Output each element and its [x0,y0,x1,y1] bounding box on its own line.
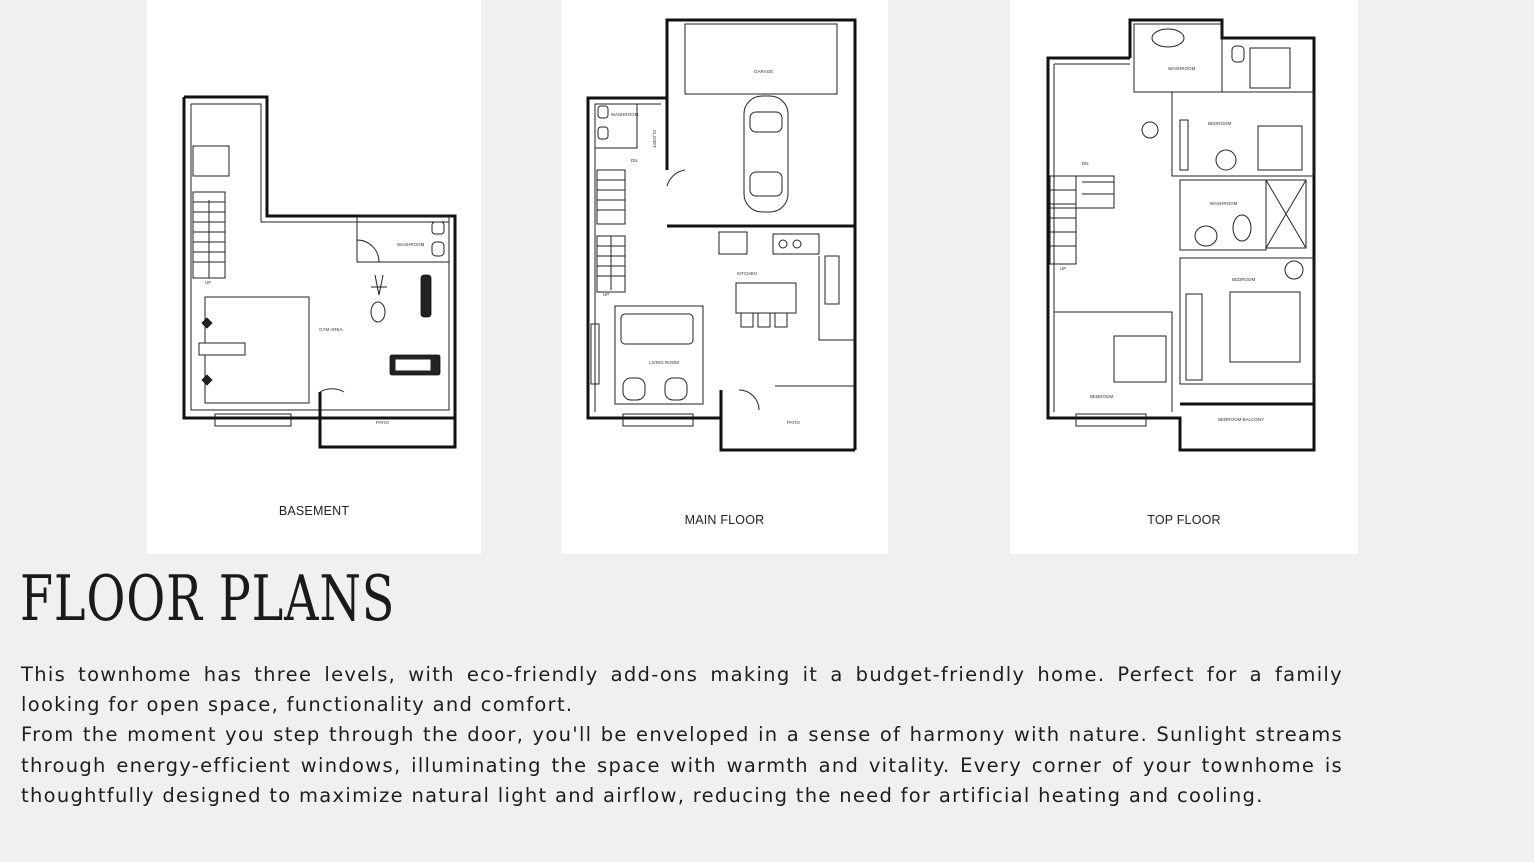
bed-icon-3 [1230,292,1300,362]
bed-icon [1250,48,1290,88]
cooktop-icon [773,234,819,254]
main-floor-caption: MAIN FLOOR [684,513,765,527]
description-paragraph-2: From the moment you step through the door, you'll be enveloped in a sense of harmony with nature. Sunlight streams through energy-efficient windows, illuminating the space with warmth and vitality. Every corner of your townhome is thoughtfully designed to maximize natural light and airflow, reducing the need for artificial heating and cooling. [21,723,1343,807]
basement-patio-label: PATIO [376,420,389,425]
bathtub-icon [1152,29,1184,47]
treadmill-icon [390,355,440,375]
basement-up-label: UP [205,280,212,285]
main-floor-plan [561,0,888,554]
weight-machine-icon [371,275,387,322]
description [21,660,1343,811]
basement-floor-plan [147,0,481,554]
main-garage-label: GARAGE [754,69,774,74]
description-paragraph-1: This townhome has three levels, with eco-friendly add-ons making it a budget-friendly home. Perfect for a family looking for open space, functionality and comfort. [21,663,1343,717]
sink-icon [825,256,839,304]
armchair-icon [623,378,645,400]
top-bedroom1-label: BEDROOM [1208,121,1232,126]
elliptical-machine-icon [421,275,431,317]
bed-icon-4 [1114,336,1166,382]
toilet-icon [1232,46,1244,62]
basement-stairs [193,200,225,278]
sofa-icon [621,314,693,344]
top-up-label: UP [1060,266,1067,271]
top-floor-caption: TOP FLOOR [1147,513,1221,527]
top-dn-label: DN [1082,161,1089,166]
bed-icon-2 [1258,126,1302,170]
main-living-label: LIVING ROOM [649,360,680,365]
top-floor-plan [1010,0,1358,554]
top-floor-plan-panel [1010,0,1358,554]
main-patio-label: PATIO [787,420,800,425]
toilet-icon-2 [1233,215,1251,241]
top-balcony-label: BEDROOM BALCONY [1218,417,1265,422]
top-bedroom2-label: BEDROOM [1232,277,1256,282]
main-closet-label: CLOSET [652,130,657,149]
basement-washroom-label: WASHROOM [397,242,425,247]
main-kitchen-label: KITCHEN [737,271,757,276]
kitchen-island [736,283,796,313]
main-dn-label: DN [631,158,638,163]
basement-plan-panel [147,0,481,554]
top-bedroom3-label: BEDROOM [1090,394,1114,399]
main-up-label: UP [603,292,610,297]
basement-caption: BASEMENT [278,504,350,518]
sink-icon-top [1195,226,1217,246]
main-washroom-label: WASHROOM [611,112,639,117]
top-washroom2-label: WASHROOM [1210,201,1238,206]
main-floor-plan-panel [561,0,888,554]
basement-gym-label: GYM AREA [319,327,343,332]
top-stairs [1050,182,1114,246]
car-icon [744,96,788,212]
armchair-icon-2 [665,378,687,400]
main-stairs [597,180,625,290]
top-washroom-label: WASHROOM [1168,66,1196,71]
page-title: FLOOR PLANS [20,562,396,635]
